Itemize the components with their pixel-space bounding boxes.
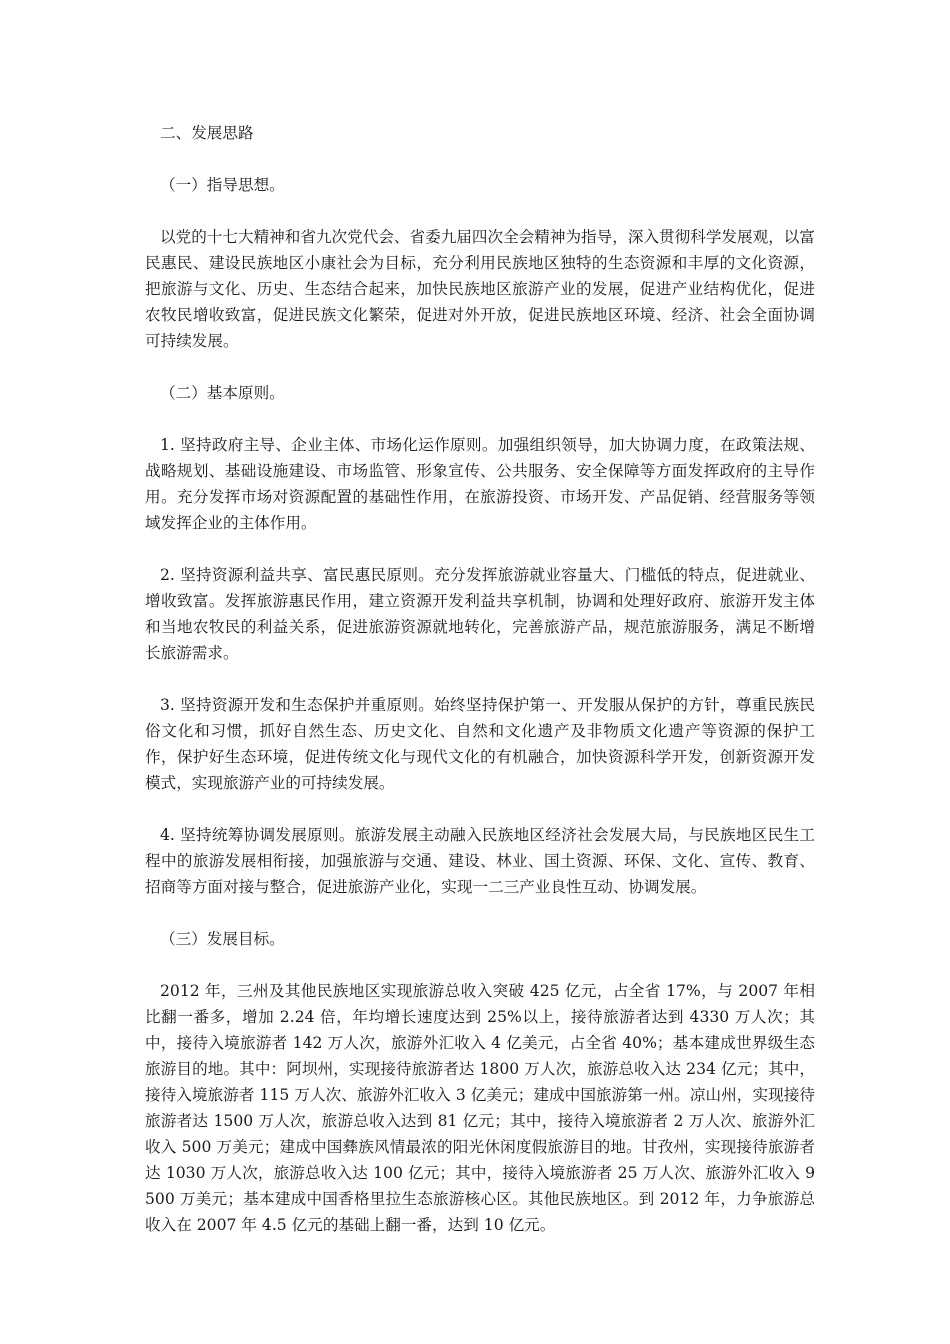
principle-1-paragraph: 1. 坚持政府主导、企业主体、市场化运作原则。加强组织领导，加大协调力度，在政策法规、战略规划、基础设施建设、市场监管、形象宣传、公共服务、安全保障等方面发挥政府的主导作用。充分发挥市场对资源配置的基础性作用，在旅游投资、市场开发、产品促销、经营服务等领域发挥企业的主体作用。 [145, 436, 815, 532]
spacer [145, 198, 815, 224]
development-goals-heading: （三）发展目标。 [160, 930, 285, 948]
spacer [145, 952, 815, 978]
development-goals-paragraph: 2012 年，三州及其他民族地区实现旅游总收入突破 425 亿元，占全省 17%，与 2007 年相比翻一番多，增加 2.24 倍，年均增长速度达到 25%以上，接待旅游者达到 4330 万人次；其中，接待入境旅游者 142 万人次，旅游外汇收入 4 亿美元，占全省 40%；基本建成世界级生态旅游目的地。其中：阿坝州，实现接待旅游者达 1800 万人次，旅游总收入达 234 亿元；其中，接待入境旅游者 115 万人次、旅游外汇收入 3 亿美元；建成中国旅游第一州。凉山州，实现接待旅游者达 1500 万人次，旅游总收入达到 81 亿元；其中，接待入境旅游者 2 万人次、旅游外汇收入 500 万美元；建成中国彝族风情最浓的阳光休闲度假旅游目的地。甘孜州，实现接待旅游者达 1030 万人次，旅游总收入达 100 亿元；其中，接待入境旅游者 25 万人次、旅游外汇收入 9500 万美元；基本建成中国香格里拉生态旅游核心区。其他民族地区。到 2012 年，力争旅游总收入在 2007 年 4.5 亿元的基础上翻一番，达到 10 亿元。 [145, 982, 815, 1234]
spacer [145, 406, 815, 432]
spacer [145, 796, 815, 822]
principle-4-paragraph: 4. 坚持统筹协调发展原则。旅游发展主动融入民族地区经济社会发展大局，与民族地区民生工程中的旅游发展相衔接，加强旅游与交通、建设、林业、国土资源、环保、文化、宣传、教育、招商等方面对接与整合，促进旅游产业化，实现一二三产业良性互动、协调发展。 [145, 826, 815, 896]
document-page [145, 120, 815, 1238]
basic-principles-heading: （二）基本原则。 [160, 384, 285, 402]
spacer [145, 354, 815, 380]
spacer [145, 900, 815, 926]
principle-2-paragraph: 2. 坚持资源利益共享、富民惠民原则。充分发挥旅游就业容量大、门槛低的特点，促进就业、增收致富。发挥旅游惠民作用，建立资源开发利益共享机制，协调和处理好政府、旅游开发主体和当地农牧民的利益关系，促进旅游资源就地转化，完善旅游产品，规范旅游服务，满足不断增长旅游需求。 [145, 566, 815, 662]
principle-3-paragraph: 3. 坚持资源开发和生态保护并重原则。始终坚持保护第一、开发服从保护的方针，尊重民族民俗文化和习惯，抓好自然生态、历史文化、自然和文化遗产及非物质文化遗产等资源的保护工作，保护好生态环境，促进传统文化与现代文化的有机融合，加快资源科学开发，创新资源开发模式，实现旅游产业的可持续发展。 [145, 696, 815, 792]
spacer [145, 666, 815, 692]
section-heading: 二、发展思路 [160, 124, 254, 142]
spacer [145, 536, 815, 562]
guiding-thought-heading: （一）指导思想。 [160, 176, 285, 194]
spacer [145, 146, 815, 172]
guiding-thought-paragraph: 以党的十七大精神和省九次党代会、省委九届四次全会精神为指导，深入贯彻科学发展观，以富民惠民、建设民族地区小康社会为目标，充分利用民族地区独特的生态资源和丰厚的文化资源，把旅游与文化、历史、生态结合起来，加快民族地区旅游产业的发展，促进产业结构优化，促进农牧民增收致富，促进民族文化繁荣，促进对外开放，促进民族地区环境、经济、社会全面协调可持续发展。 [145, 228, 815, 350]
